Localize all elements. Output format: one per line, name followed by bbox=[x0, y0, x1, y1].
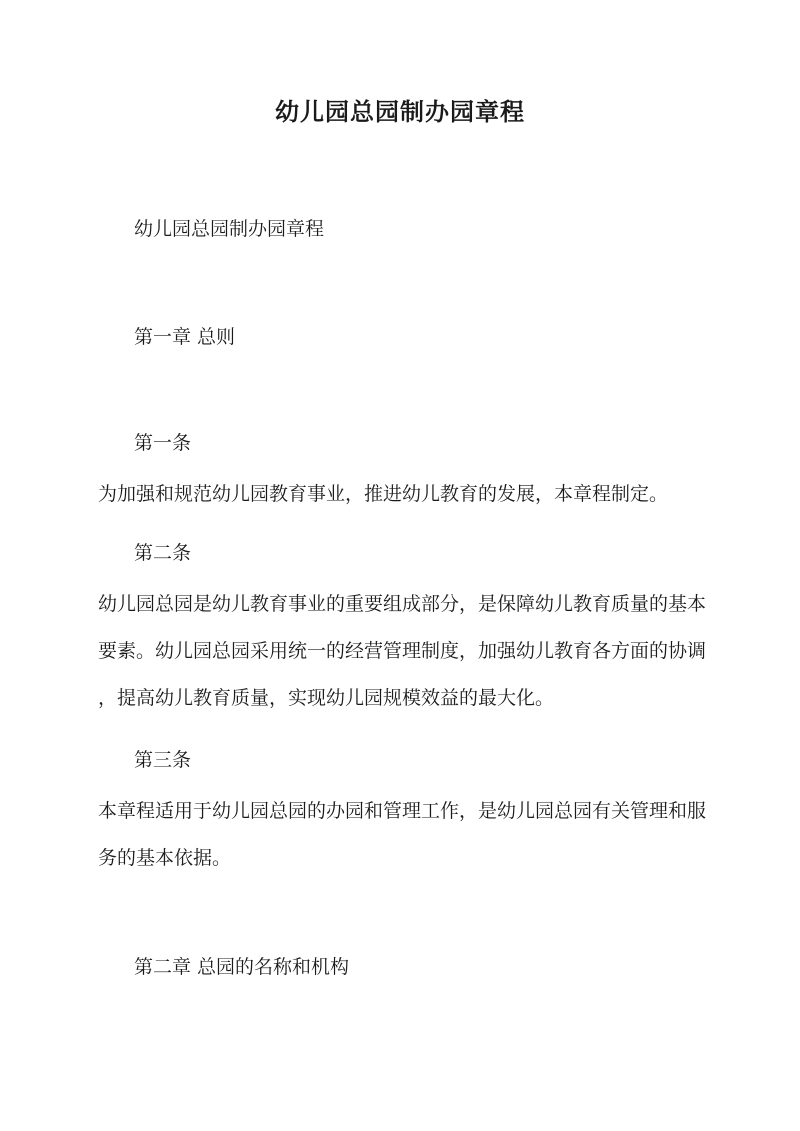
article-3-line-1: 本章程适用于幼儿园总园的办园和管理工作，是幼儿园总园有关管理和服 bbox=[98, 800, 707, 822]
document-subtitle: 幼儿园总园制办园章程 bbox=[134, 218, 325, 240]
chapter-2-heading: 第二章 总园的名称和机构 bbox=[134, 956, 350, 978]
article-2-line-3: ，提高幼儿教育质量，实现幼儿园规模效益的最大化。 bbox=[98, 687, 555, 709]
chapter-1-heading: 第一章 总则 bbox=[134, 326, 236, 348]
article-2-line-1: 幼儿园总园是幼儿教育事业的重要组成部分，是保障幼儿教育质量的基本 bbox=[98, 593, 707, 615]
article-3-line-2: 务的基本依据。 bbox=[98, 847, 232, 869]
article-1-label: 第一条 bbox=[134, 432, 192, 454]
article-1-line-1: 为加强和规范幼儿园教育事业，推进幼儿教育的发展，本章程制定。 bbox=[98, 483, 669, 505]
document-title: 幼儿园总园制办园章程 bbox=[275, 97, 525, 126]
article-3-label: 第三条 bbox=[134, 749, 192, 771]
article-2-label: 第二条 bbox=[134, 542, 192, 564]
article-2-line-2: 要素。幼儿园总园采用统一的经营管理制度，加强幼儿教育各方面的协调 bbox=[98, 640, 707, 662]
